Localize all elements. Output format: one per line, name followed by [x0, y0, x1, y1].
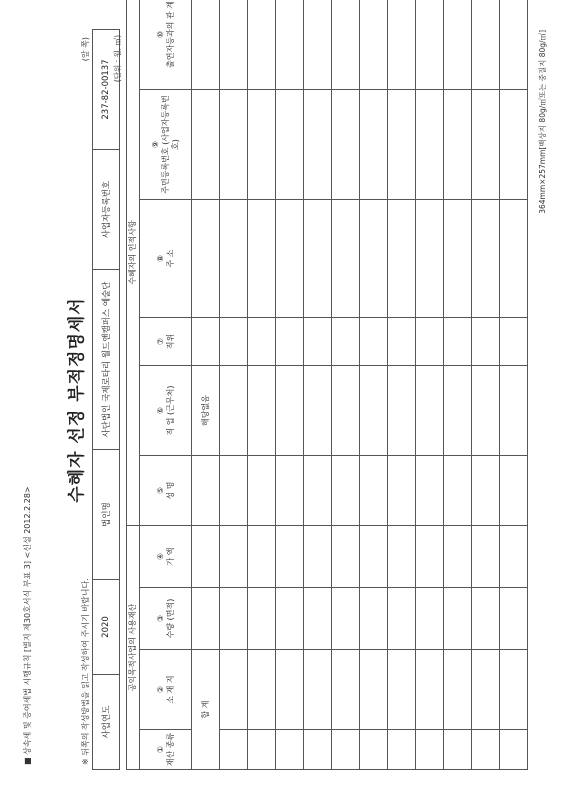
total-row: [192, 0, 220, 770]
year-value: 2020: [93, 580, 120, 675]
col-resident-no: ⑨ 주민등록번호 (사업자등록번호): [140, 90, 192, 200]
group-header-beneficiary: 수혜자의 인적사항: [127, 0, 140, 526]
year-label: 사업연도: [93, 675, 120, 770]
unit-label: (단위 : 원, ㎡): [113, 35, 122, 83]
col-quantity: ③ 수량 (면적): [140, 588, 192, 650]
table-row: [388, 0, 416, 770]
col-value: ④ 가 액: [140, 526, 192, 588]
table-row: [304, 0, 332, 770]
table-row: [416, 0, 444, 770]
corp-name-value: 사단법인 국제로타리 월드앤캠퍼스 예술단: [93, 270, 120, 450]
total-note: 해당없음: [192, 366, 220, 456]
paper-spec-footer: 364mm×257mm[백상지 80g/㎡또는 중질지 80g/㎡]: [538, 30, 547, 214]
table-row: [472, 0, 500, 770]
instruction-note: ※ 뒤쪽의 작성방법을 읽고 작성하여 주시기 바랍니다.: [81, 578, 90, 765]
total-label: 합 계: [192, 650, 220, 770]
col-position: ⑦ 직위: [140, 318, 192, 366]
col-asset-type: ① 재산 종류: [140, 730, 192, 770]
biz-no-value: 237-82-00137: [93, 30, 120, 150]
biz-no-label: 사업자등록번호: [93, 150, 120, 270]
table-row: [444, 0, 472, 770]
table-row: [332, 0, 360, 770]
header-info-table: [92, 29, 120, 770]
regulation-reference: ■ 상속세 및 증여세법 시행규칙 [별지 제30호서식 부표 3] <신설 2012.2.28>: [23, 486, 32, 765]
form-title: 수혜자 선정 부적정명세서: [67, 297, 87, 503]
beneficiary-table: [126, 0, 528, 770]
table-row: [360, 0, 388, 770]
table-row: [500, 0, 528, 770]
col-name: ⑤ 성 명: [140, 456, 192, 526]
col-address: ⑧ 주 소: [140, 200, 192, 318]
table-row: [248, 0, 276, 770]
col-location: ② 소 재 지: [140, 650, 192, 730]
col-occupation: ⑥ 직 업 (근무처): [140, 366, 192, 456]
corp-name-label: 법인명: [93, 450, 120, 580]
col-relation: ⑩ 출연자등과의 관 계: [140, 0, 192, 90]
table-row: [220, 0, 248, 770]
table-row: [276, 0, 304, 770]
group-header-property: 공익목적사업의 사용재산: [127, 526, 140, 770]
page-indicator: (앞 쪽): [81, 37, 90, 62]
